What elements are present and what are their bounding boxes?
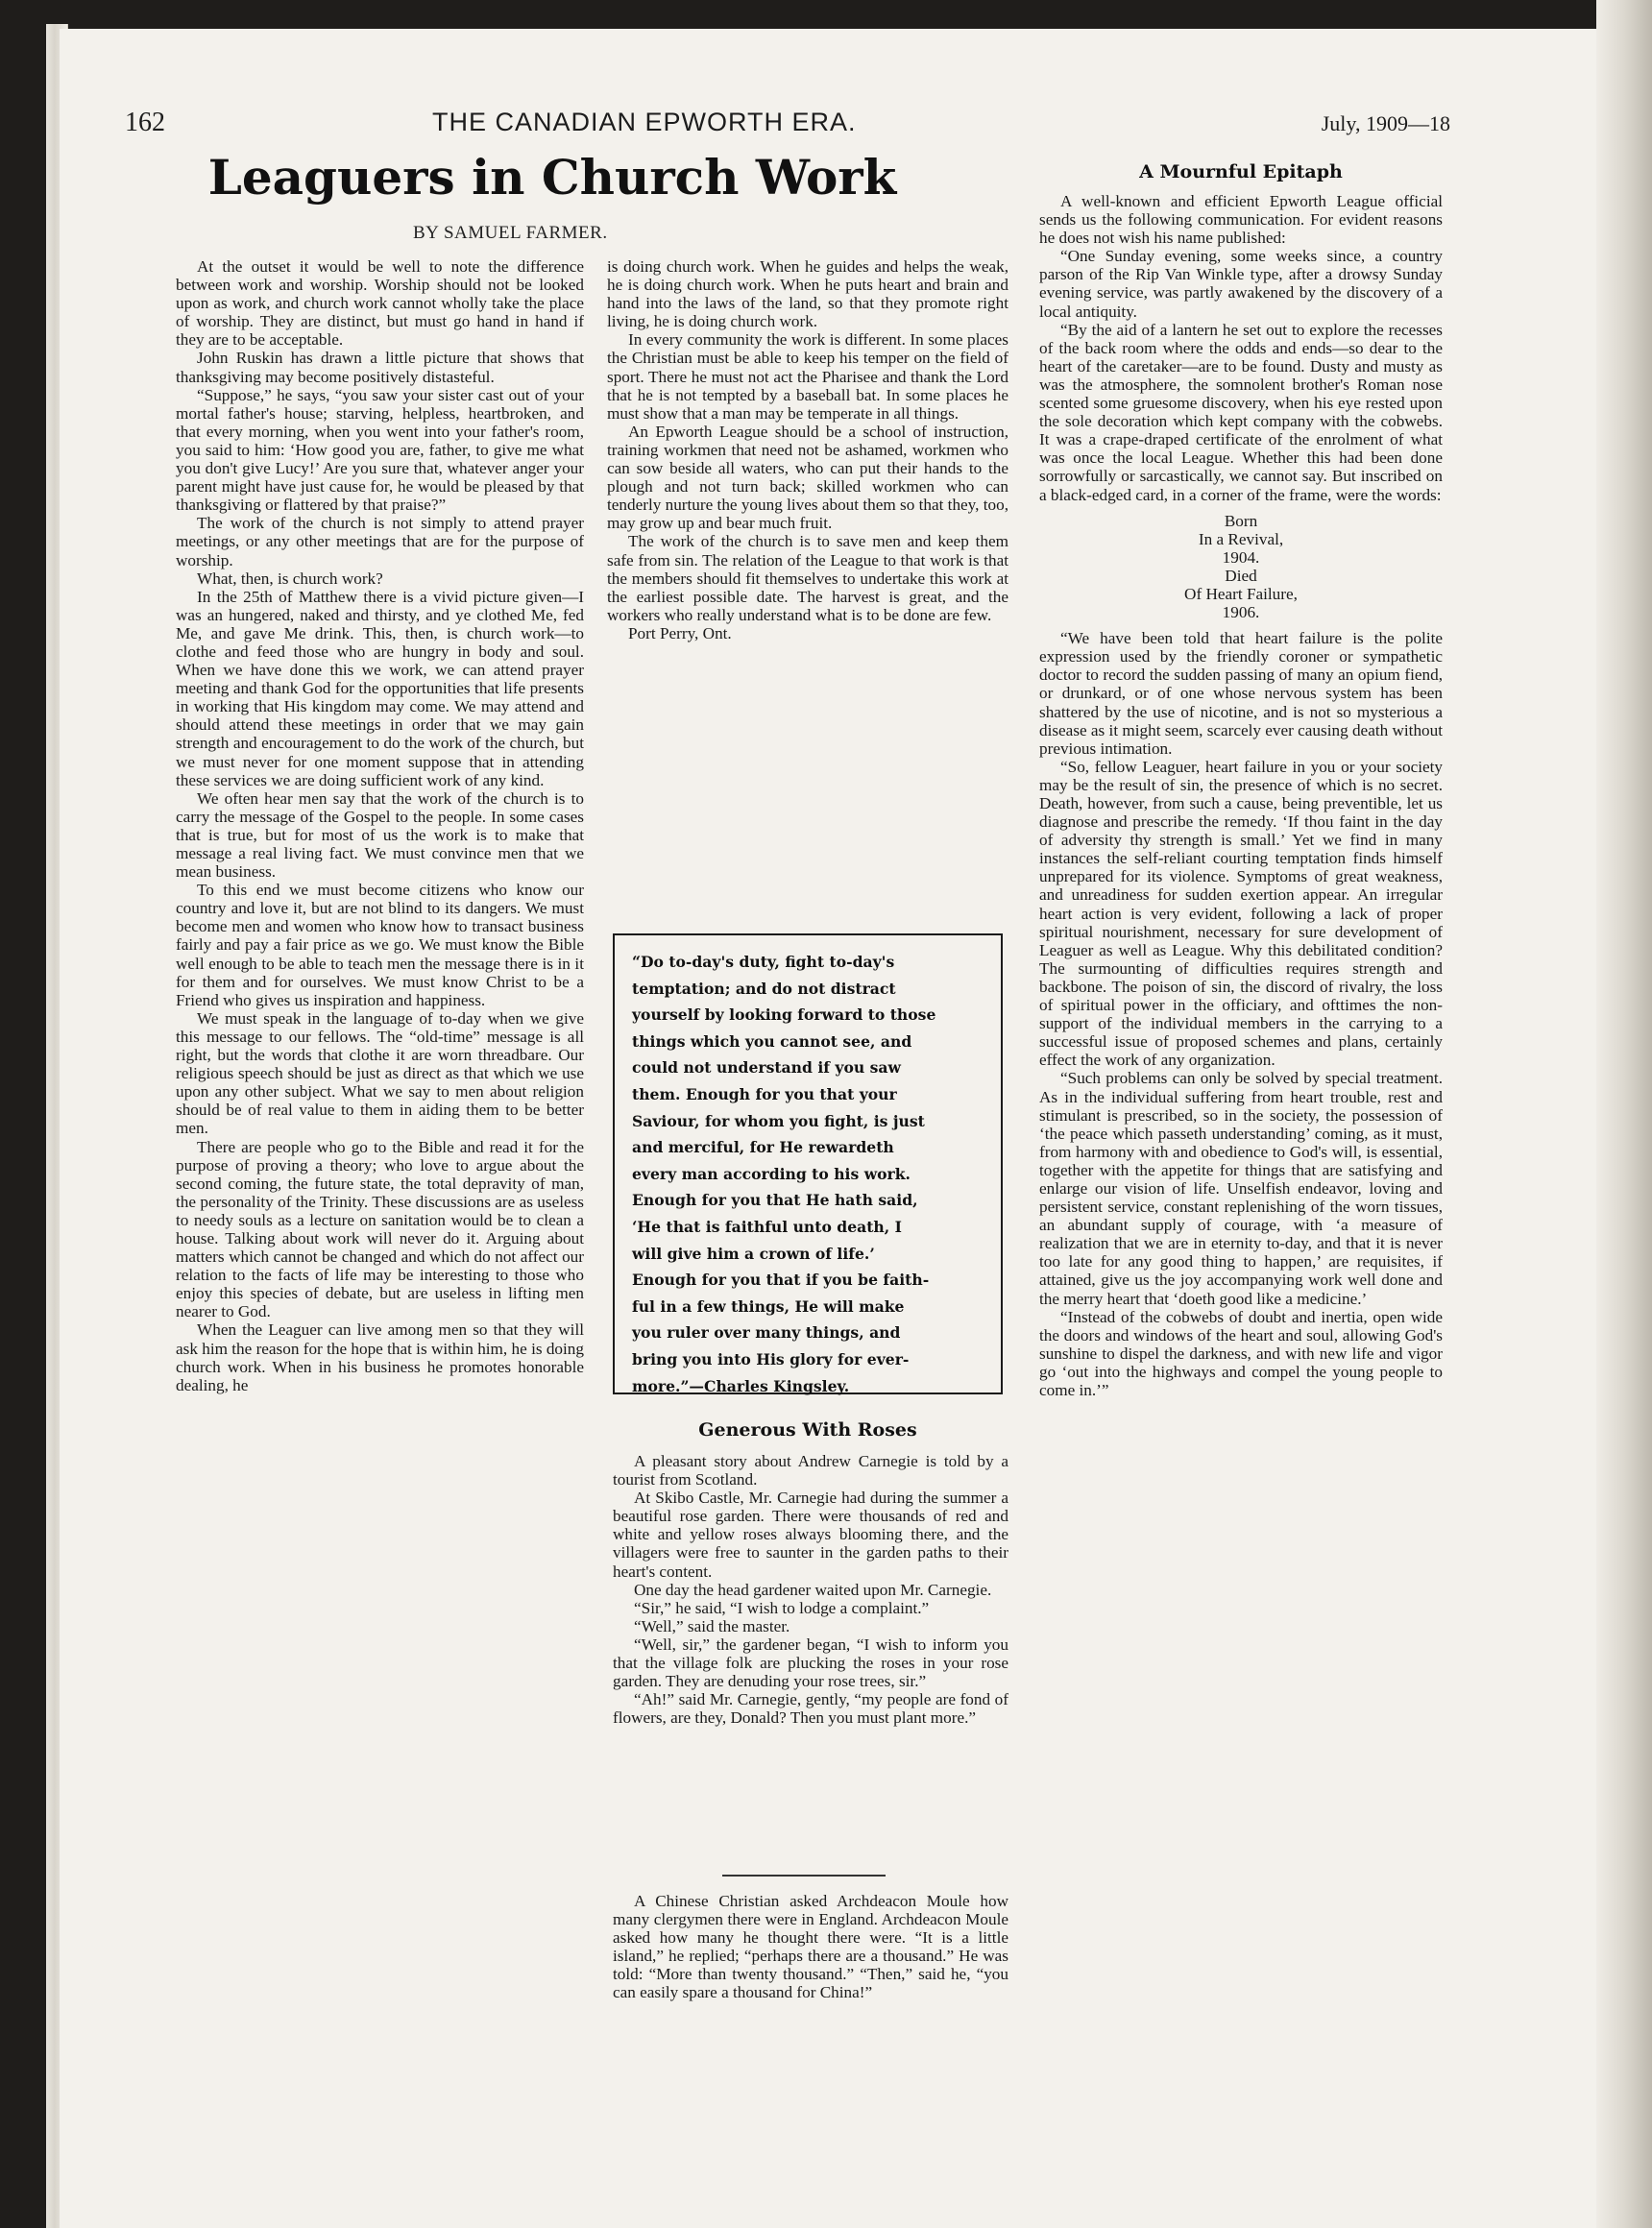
- quote-line: more.”—Charles Kingsley.: [632, 1376, 850, 1395]
- quote-line: and merciful, for He rewardeth: [632, 1138, 894, 1157]
- paragraph: “Well, sir,” the gardener began, “I wish to inform you that the village folk are plucking the roses in your rose garden. They are denuding your rose trees, sir.”: [613, 1635, 1008, 1691]
- paragraph: “One Sunday evening, some weeks since, a country parson of the Rip Van Winkle type, after a drowsy Sunday evening service, was partly awakened by the discovery of a local antiquity.: [1039, 247, 1443, 321]
- paragraph: A pleasant story about Andrew Carnegie is told by a tourist from Scotland.: [613, 1452, 1008, 1489]
- quote-line: “Do to-day's duty, fight to-day's: [632, 953, 895, 971]
- quote-line: ful in a few things, He will make: [632, 1296, 905, 1316]
- paragraph: is doing church work. When he guides and helps the weak, he is doing church work. When he puts heart and brain and hand into the laws of the land, so that they promote right living, he is doing church work.: [607, 257, 1008, 331]
- epitaph-heading: A Mournful Epitaph: [1139, 161, 1343, 182]
- paragraph: “We have been told that heart failure is the polite expression used by the friendly coroner or sympathetic doctor to record the sudden passing of many an opium fiend, or drunkard, or of one whose nervous system has been shattered by the use of nicotine, and is not so mysterious a disease as it might seem, scarcely ever causing death without previous intimation.: [1039, 629, 1444, 758]
- article-column-1: [176, 257, 584, 2140]
- inscription-line: Born: [1224, 511, 1258, 530]
- article-column-2: [607, 257, 1008, 920]
- paragraph: A well-known and efficient Epworth League official sends us the following communication. For evident reasons he does not wish his name published:: [1039, 192, 1443, 248]
- quote-line: Saviour, for whom you fight, is just: [632, 1111, 925, 1130]
- running-header: [125, 108, 1450, 146]
- article-title: Leaguers in Church Work: [207, 149, 897, 206]
- paragraph: We must speak in the language of to-day when we give this message to our fellows. The “old-time” message is all right, but the words that clothe it are worn threadbare. Our religious speech should be just as direct as that which we use upon any other subject. What we say to men about religion should be of real value to them in aiding them to be better men.: [176, 1008, 584, 1138]
- epitaph-inscription: [1039, 512, 1443, 622]
- quote-line: temptation; and do not distract: [632, 979, 896, 998]
- paragraph: “By the aid of a lantern he set out to explore the recesses of the back room where the odds and ends—so dear to the heart of the caretaker—are to be found. Dusty and musty as was the atmosphere, the somnolent brother's Roman nose scented some gruesome discovery, when his eye rested upon the sole decoration which kept company with the cobwebs. It was a crape-draped certificate of the enrolment of what was once the local League. Whether this had been done sorrowfully or sarcastically, we cannot say. But inscribed on a black-edged card, in a corner of the frame, were the words:: [1039, 320, 1443, 504]
- inscription-line: Died: [1225, 566, 1257, 585]
- paragraph: “Instead of the cobwebs of doubt and inertia, open wide the doors and windows of the heart and soul, allowing God's sunshine to dispel the darkness, and with new life and vigor go ‘out into the highways and compel the young people to come in.’”: [1039, 1307, 1443, 1399]
- quote-line: bring you into His glory for ever-: [632, 1349, 910, 1368]
- inscription-line: In a Revival,: [1198, 529, 1284, 548]
- paragraph: An Epworth League should be a school of instruction, training workmen that need not be ashamed, workmen who can sow beside all waters, who can put their hands to the plough and not turn back; skilled workmen who can tenderly nurture the young lives about them so that they, too, may grow up and bear much fruit.: [607, 422, 1008, 533]
- paragraph: In the 25th of Matthew there is a vivid picture given—I was an hungered, naked and thirsty, and ye clothed Me, fed Me, and gave Me drink. This, then, is church work—to clothe and feed those who are hungry in body and soul. When we have done this we work, we can attend prayer meeting and thank God for the opportunities that life presents in working that His kingdom may come. We may attend and should attend these meetings in order that we may gain strength and encouragement to do the work of the church, but we must never for one moment suppose that in attending these services we are doing sufficient work of any kind.: [176, 587, 584, 789]
- paragraph: “So, fellow Leaguer, heart failure in you or your society may be the result of sin, the presence of which is no secret. Death, however, from such a cause, being preventible, let us diagnose and prescribe the remedy. ‘If thou faint in the day of adversity thy strength is small.’ Yet we find in many instances the self-reliant courting temptation finds himself unprepared for its violence. Symptoms of great weakness, and unreadiness for sudden exertion appear. An irregular heart action is very evident, following a lack of proper spiritual nourishment, necessary for sure development of Leaguer as well as League. Why this debilitated condition? The surmounting of difficulties requires strength and backbone. The poison of sin, the discord of rivalry, the loss of spiritual power in the officiary, and ofttimes the non-support of the individual members in the carrying to a successful issue of proposed schemes and plans, certainly effect the work of any organization.: [1039, 757, 1443, 1070]
- quote-line: them. Enough for you that your: [632, 1084, 897, 1103]
- quote-line: Enough for you that if you be faith-: [632, 1271, 930, 1290]
- paragraph: “Sir,” he said, “I wish to lodge a complaint.”: [634, 1598, 930, 1617]
- inscription-line: 1906.: [1222, 603, 1260, 622]
- chinese-christian-story: [613, 1892, 1008, 2132]
- paragraph: At Skibo Castle, Mr. Carnegie had during the summer a beautiful rose garden. There were thousands of red and white and yellow roses always blooming there, and the villagers were free to saunter in the garden paths to their heart's content.: [613, 1489, 1008, 1581]
- paragraph: To this end we must become citizens who know our country and love it, but are not blind to its dangers. We must become men and women who know how to transact business fairly and pay a fair price as we go. We must know the Bible well enough to be able to teach men the message there is in it for them and for ourselves. We must know Christ to be a Friend who gives us inspiration and happiness.: [176, 881, 584, 1009]
- article-signoff: Port Perry, Ont.: [628, 623, 732, 642]
- page-number: 162: [125, 108, 165, 137]
- kingsley-quote-box: [613, 933, 1003, 1394]
- quote-line: yourself by looking forward to those: [632, 1005, 936, 1025]
- paragraph: At the outset it would be well to note the difference between work and worship. Worship should not be looked upon as work, and church work cannot wholly take the place of worship. They are distinct, but must go hand in hand if they are to be acceptable.: [176, 257, 584, 350]
- page-edge: [1596, 0, 1652, 2228]
- inscription-line: 1904.: [1222, 547, 1260, 567]
- paragraph: What, then, is church work?: [197, 569, 383, 588]
- paragraph: One day the head gardener waited upon Mr. Carnegie.: [634, 1580, 992, 1599]
- epitaph-column: [1039, 192, 1443, 2151]
- quote-line: Enough for you that He hath said,: [632, 1191, 918, 1210]
- paragraph: “Suppose,” he says, “you saw your sister cast out of your mortal father's house; starving, helpless, heartbroken, and that every morning, when you went into your father's room, you said to him: ‘How good you are, father, to give me what you don't give Lucy!’ Are you sure that, whatever anger your parent might have just cause for, he would be pleased by that thanksgiving or flattered by that praise?”: [176, 385, 584, 515]
- roses-story: [613, 1452, 1008, 1860]
- paragraph: “Such problems can only be solved by special treatment. As in the individual suffering from heart trouble, rest and stimulant is prescribed, so in the society, the possession of ‘the peace which passeth understanding’ coming, as it must, from harmony with and obedience to God's will, is essential, together with the appetite for things that are satisfying and enlarge our vision of life. Unselfish endeavor, loving and persistent service, constant replenishing of the worn tissues, an abundant supply of courage, with ‘a measure of realization that we are in eternity to-day, and that it is never too late for any good thing to happen,’ are requisites, if attained, give us the joy accompanying work well done and the merry heart that ‘doeth good like a medicine.’: [1039, 1069, 1443, 1308]
- roses-heading: Generous With Roses: [698, 1419, 917, 1441]
- paragraph: There are people who go to the Bible and read it for the purpose of proving a theory; who love to argue about the second coming, the future state, the total depravity of man, the personality of the Trinity. These discussions are as useless to needy souls as a lecture on sanitation would be to clean a house. Talking about work will never do it. Arguing about matters which cannot be changed and which do not affect our relation to the facts of life may be interesting to those who enjoy this species of debate, but are useless in lifting men nearer to God.: [176, 1137, 584, 1321]
- paragraph: The work of the church is to save men and keep them safe from sin. The relation of the League to that work is that the members should fit themselves to undertake this work at the earliest possible date. The harvest is great, and the workers who really understand what is to be done are few.: [607, 532, 1008, 624]
- quote-line: could not understand if you saw: [632, 1058, 901, 1078]
- paragraph: We often hear men say that the work of the church is to carry the message of the Gospel to the people. In some cases that is true, but for most of us the work is to make that message a real living fact. We must convince men that we mean business.: [176, 788, 584, 882]
- paragraph: John Ruskin has drawn a little picture that shows that thanksgiving may become positively distasteful.: [176, 349, 584, 386]
- issue-date: July, 1909—18: [1321, 111, 1450, 135]
- paragraph: “Well,” said the master.: [634, 1616, 790, 1635]
- article-byline: BY SAMUEL FARMER.: [413, 223, 608, 243]
- section-divider: [722, 1875, 886, 1877]
- quote-line: you ruler over many things, and: [632, 1323, 901, 1343]
- paragraph: A Chinese Christian asked Archdeacon Moule how many clergymen there were in England. Archdeacon Moule asked how many he thought there were. “It is a little island,” he replied; “perhaps there are a thousand.” He was told: “More than twenty thousand.” “Then,” said he, “you can easily spare a thousand for China!”: [613, 1892, 1008, 2002]
- quote-line: every man according to his work.: [632, 1164, 911, 1183]
- quote-line: will give him a crown of life.’: [632, 1244, 875, 1263]
- paragraph: In every community the work is different. In some places the Christian must be able to keep his temper on the field of sport. There he must not act the Pharisee and thank the Lord that he is not tempted by a baseball bat. In some places he must show that a man may be temperate in all things.: [607, 330, 1008, 423]
- paragraph: The work of the church is not simply to attend prayer meetings, or any other meetings that are for the purpose of worship.: [176, 514, 584, 569]
- paragraph: When the Leaguer can live among men so that they will ask him the reason for the hope that is within him, he is doing church work. When in his business he promotes honorable dealing, he: [176, 1320, 584, 1394]
- quote-line: ‘He that is faithful unto death, I: [632, 1217, 902, 1236]
- publication-title: THE CANADIAN EPWORTH ERA.: [432, 108, 857, 136]
- inscription-line: Of Heart Failure,: [1184, 584, 1298, 603]
- paragraph: “Ah!” said Mr. Carnegie, gently, “my people are fond of flowers, are they, Donald? Then you must plant more.”: [613, 1690, 1008, 1728]
- quote-line: things which you cannot see, and: [632, 1031, 912, 1051]
